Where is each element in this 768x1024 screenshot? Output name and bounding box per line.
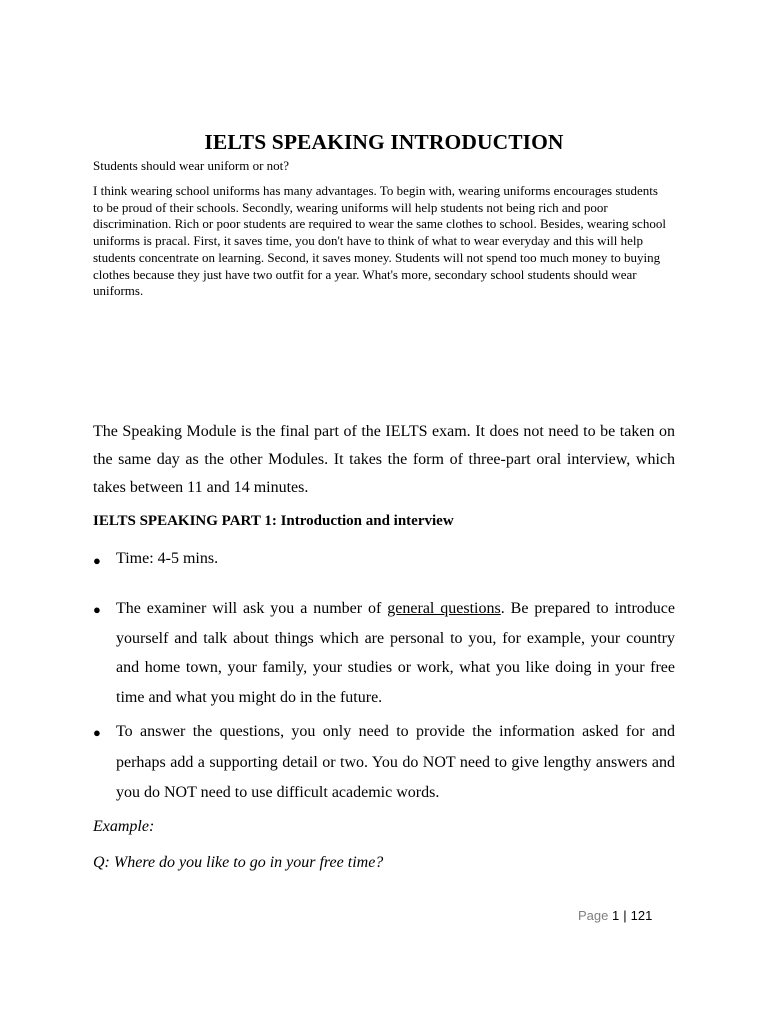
total-pages: 121 [630, 908, 653, 923]
page-separator: | [623, 908, 627, 923]
bullet-text: Time: 4-5 mins. [116, 550, 219, 567]
example-label: Example: [93, 818, 155, 835]
bullet-item-answers [93, 717, 675, 809]
bullet-text-before: The examiner will ask you a number of [116, 600, 388, 617]
intro-paragraph: The Speaking Module is the final part of the IELTS exam. It does not need to be taken on the same day as the other Modules. It takes the form of three-part oral interview, which takes between 11 and 14 minutes. [93, 423, 675, 496]
page-word: Page [578, 908, 609, 923]
essay-paragraph: I think wearing school uniforms has many advantages. To begin with, wearing uniforms encourages students to be proud of their schools. Secondly, wearing uniforms will help students not being rich and poor discrimination. Rich or poor students are required to wear the same clothes to school. Besides, wearing school uniforms is pracal. First, it saves time, you don't have to think of what to wear everyday and this will help students concentrate on learning. Second, it saves money. Students will not spend too much money to buying clothes because they just have two outfit for a year. What's more, secondary school students should wear uniforms. [93, 183, 666, 299]
part1-heading: IELTS SPEAKING PART 1: Introduction and interview [93, 513, 454, 529]
essay-question: Students should wear uniform or not? [93, 158, 290, 173]
bullet-icon: ● [93, 553, 101, 568]
bullet-item-examiner [93, 594, 675, 712]
page-number: 1 [612, 908, 620, 923]
bullet-icon: ● [93, 725, 101, 740]
example-question: Q: Where do you like to go in your free time? [93, 854, 384, 871]
general-questions-link[interactable]: general questions [387, 600, 501, 617]
bullet-text: To answer the questions, you only need to provide the information asked for and perhaps add a supporting detail or two. You do NOT need to give lengthy answers and you do NOT need to use difficult academic words. [116, 723, 675, 801]
bullet-text-after: . Be prepared to introduce yourself and talk about things which are personal to you, for example, your country and home town, your family, your studies or work, what you like doing in your free time and what you might do in the future. [116, 600, 676, 706]
bullet-icon: ● [93, 602, 101, 617]
page-footer [578, 908, 652, 923]
bullet-text [116, 594, 675, 712]
document-title: IELTS SPEAKING INTRODUCTION [204, 130, 564, 154]
bullet-item-time [93, 545, 675, 575]
